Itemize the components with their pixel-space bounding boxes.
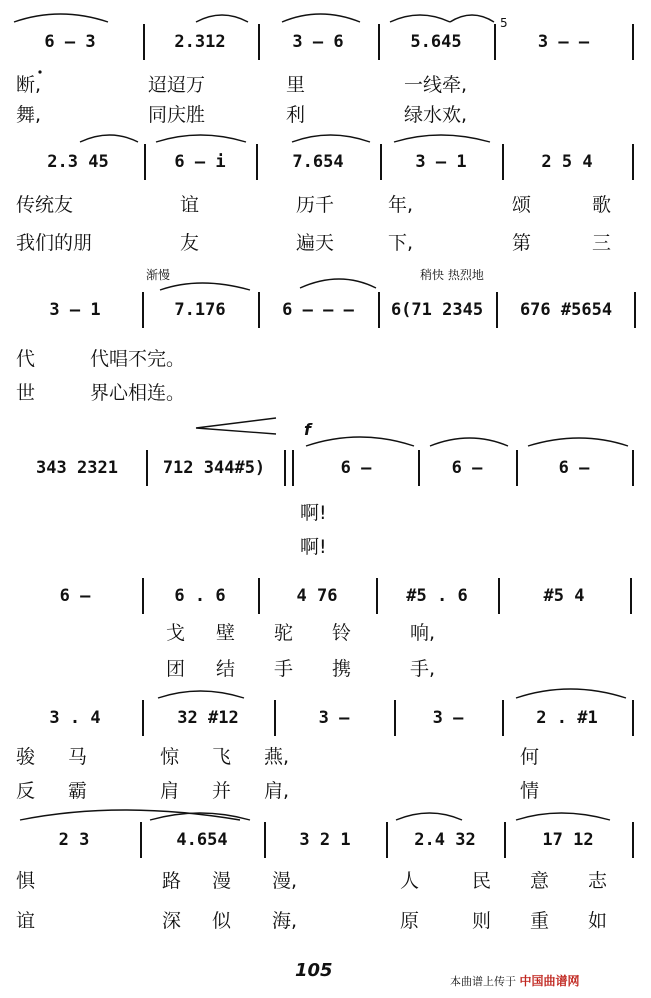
measure-5-4: #5 . 6 [406, 586, 468, 606]
barline [258, 578, 260, 614]
measure-3-4: 6(71 2345 [390, 300, 484, 320]
barline [264, 822, 266, 858]
lyric-line-4 [0, 228, 651, 258]
measure-4-1: 343 2321 [36, 458, 118, 478]
lyric-word: 如 [588, 910, 608, 932]
barline [256, 144, 258, 180]
lyric-word: 民 [472, 870, 492, 892]
lyric-word: 驼 [274, 622, 294, 644]
lyric-word: 志 [588, 870, 608, 892]
measure-7-3: 3 2 1 [299, 830, 351, 850]
lyric-line-9 [0, 618, 651, 648]
lyric-line-5 [0, 344, 651, 374]
barline [632, 144, 634, 180]
measure-6-5: 2 . #1 [536, 708, 598, 728]
barline [142, 292, 144, 328]
measure-2-1: 2.3 45 [47, 152, 109, 172]
measure-6-3: 3 – [318, 708, 350, 728]
lyric-line-6 [0, 378, 651, 408]
measure-2-5: 2 5 4 [541, 152, 593, 172]
lyric-word: 手, [410, 658, 436, 680]
barline [376, 578, 378, 614]
barline [632, 822, 634, 858]
lyric-word: 下, [388, 232, 414, 254]
barline [386, 822, 388, 858]
lyric-word: 似 [212, 910, 232, 932]
lyric-word: 里 [286, 74, 306, 96]
lyric-word: 结 [216, 658, 236, 680]
lyric-word: 利 [286, 104, 306, 126]
measure-4-4: 6 – [451, 458, 483, 478]
lyric-word: 历千 [296, 194, 335, 216]
lyric-word: 代唱不完。 [90, 348, 186, 370]
barline [143, 24, 145, 60]
lyric-line-3 [0, 190, 651, 220]
lyric-word: 重 [530, 910, 550, 932]
lyric-word: 何 [520, 746, 540, 768]
barline [258, 24, 260, 60]
measure-5-5: #5 4 [543, 586, 585, 606]
lyric-word: 携 [332, 658, 352, 680]
barline [378, 24, 380, 60]
lyric-line-7 [0, 498, 651, 528]
lyric-line-1 [0, 70, 651, 100]
measure-3-5: 676 #5654 [519, 300, 613, 320]
measure-3-3: 6 – – – [282, 300, 354, 320]
barline [142, 578, 144, 614]
measure-7-5: 17 12 [542, 830, 594, 850]
lyric-line-12 [0, 776, 651, 806]
barline [502, 144, 504, 180]
lyric-word: 情 [520, 780, 540, 802]
lyric-word: 海, [272, 910, 298, 932]
measure-3-1: 3 – 1 [49, 300, 101, 320]
barline [292, 450, 294, 486]
lyric-word: 人 [400, 870, 420, 892]
measure-7-1: 2 3 [58, 830, 90, 850]
lyric-word: 戈 [166, 622, 186, 644]
barline [504, 822, 506, 858]
barline [274, 700, 276, 736]
lyric-line-14 [0, 906, 651, 936]
lyric-word: 马 [68, 746, 88, 768]
performance-mark: 渐慢 [146, 268, 171, 282]
lyric-word: 手 [274, 658, 294, 680]
lyric-word: 一线牵, [404, 74, 468, 96]
barline [630, 578, 632, 614]
measure-4-2: 712 344#5) [162, 458, 266, 478]
measure-3-2: 7.176 [174, 300, 226, 320]
lyric-word: 歌 [592, 194, 612, 216]
lyric-line-11 [0, 742, 651, 772]
lyric-word: 则 [472, 910, 492, 932]
lyric-word: 肩, [264, 780, 290, 802]
measure-2-2: 6 – i [174, 152, 226, 172]
lyric-word: 肩 [160, 780, 180, 802]
lyric-word: 惧 [16, 870, 36, 892]
staff-system-3 [0, 288, 651, 348]
measure-5-3: 4 76 [296, 586, 338, 606]
lyric-word: 燕, [264, 746, 290, 768]
lyric-word: 世 [16, 382, 36, 404]
lyric-word: 铃 [332, 622, 352, 644]
lyric-word: 我们的朋 [16, 232, 93, 254]
barline [632, 450, 634, 486]
lyric-word: 舞, [16, 104, 42, 126]
performance-mark: 稍快 热烈地 [420, 268, 484, 282]
measure-5-2: 6 . 6 [174, 586, 226, 606]
lyric-word: 断, [16, 74, 42, 96]
page-number: 105 [295, 960, 333, 981]
lyric-word: 迢迢万 [148, 74, 206, 96]
barline [142, 700, 144, 736]
lyric-word: 年, [388, 194, 414, 216]
lyric-word: 反 [16, 780, 36, 802]
measure-1-4: 5.645 [410, 32, 462, 52]
measure-1-3: 3 – 6 [292, 32, 344, 52]
lyric-word: 意 [530, 870, 550, 892]
lyric-word: 第 [512, 232, 532, 254]
lyric-word: 谊 [16, 910, 36, 932]
credit-site: 中国曲谱网 [519, 974, 580, 988]
lyric-word: 响, [410, 622, 436, 644]
barline [502, 700, 504, 736]
lyric-word: 飞 [212, 746, 232, 768]
measure-1-2: 2.312 [174, 32, 226, 52]
performance-mark: f [304, 420, 311, 439]
barline [378, 292, 380, 328]
lyric-word: 友 [180, 232, 200, 254]
barline [498, 578, 500, 614]
staff-system-4 [0, 446, 651, 506]
measure-7-4: 2.4 32 [414, 830, 476, 850]
lyric-word: 壁 [216, 622, 236, 644]
lyric-word: 颂 [512, 194, 532, 216]
lyric-word: 代 [16, 348, 36, 370]
measure-6-2: 32 #12 [177, 708, 239, 728]
barline [496, 292, 498, 328]
barline [632, 24, 634, 60]
lyric-line-10 [0, 654, 651, 684]
lyric-word: 遍天 [296, 232, 335, 254]
lyric-word: 同庆胜 [148, 104, 206, 126]
lyric-word: 漫 [212, 870, 232, 892]
measure-7-2: 4.654 [176, 830, 228, 850]
barline [632, 700, 634, 736]
lyric-word: 三 [592, 232, 612, 254]
lyric-word: 啊! [300, 536, 327, 558]
lyric-word: 界心相连。 [90, 382, 186, 404]
source-credit [450, 972, 580, 989]
barline [146, 450, 148, 486]
barline [140, 822, 142, 858]
measure-1-5: 3 – – [537, 32, 590, 52]
lyric-line-2 [0, 100, 651, 130]
barline [380, 144, 382, 180]
barline [144, 144, 146, 180]
measure-6-4: 3 – [432, 708, 464, 728]
credit-prefix: 本曲谱上传于 [450, 975, 516, 988]
measure-2-3: 7.654 [292, 152, 344, 172]
lyric-word: 路 [162, 870, 182, 892]
lyric-word: 原 [400, 910, 420, 932]
lyric-word: 谊 [180, 194, 200, 216]
measure-1-1: 6 – 3 [44, 32, 96, 52]
measure-4-3: 6 – [340, 458, 372, 478]
performance-mark: 5 [500, 16, 508, 30]
lyric-line-8 [0, 532, 651, 562]
measure-4-5: 6 – [558, 458, 590, 478]
lyric-word: 深 [162, 910, 182, 932]
barline [634, 292, 636, 328]
lyric-word: 啊! [300, 502, 327, 524]
measure-6-1: 3 . 4 [49, 708, 101, 728]
measure-2-4: 3 – 1 [415, 152, 467, 172]
lyric-word: 惊 [160, 746, 180, 768]
barline [284, 450, 286, 486]
barline [418, 450, 420, 486]
lyric-word: 并 [212, 780, 232, 802]
lyric-word: 骏 [16, 746, 36, 768]
lyric-line-13 [0, 866, 651, 896]
measure-5-1: 6 – [59, 586, 91, 606]
barline [258, 292, 260, 328]
lyric-word: 绿水欢, [404, 104, 468, 126]
lyric-word: 漫, [272, 870, 298, 892]
lyric-word: 团 [166, 658, 186, 680]
lyric-word: 霸 [68, 780, 88, 802]
lyric-word: 传统友 [16, 194, 74, 216]
barline [494, 24, 496, 60]
barline [516, 450, 518, 486]
barline [394, 700, 396, 736]
